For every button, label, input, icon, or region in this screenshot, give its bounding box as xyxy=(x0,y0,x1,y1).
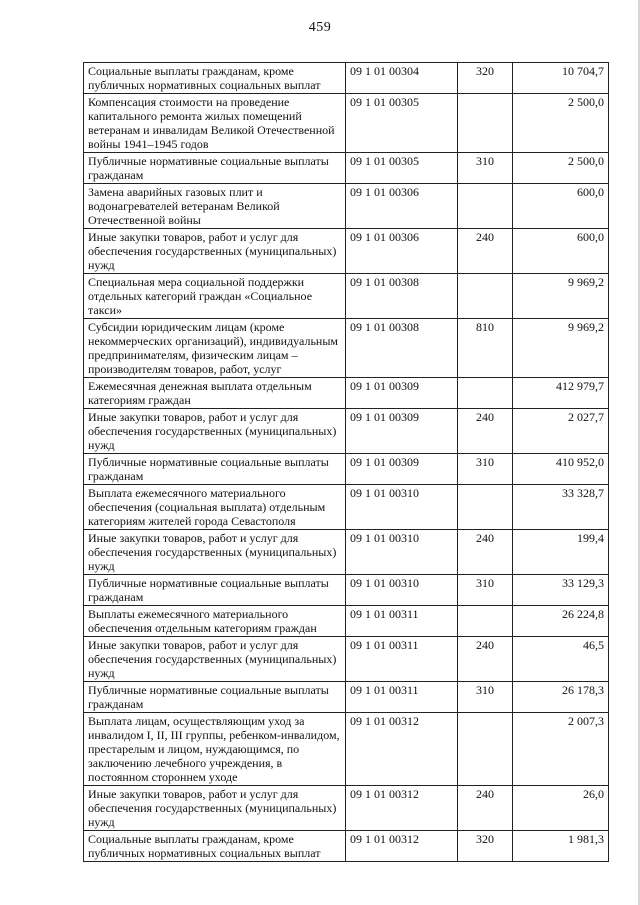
row-name-cell: Иные закупки товаров, работ и услуг для обеспечения государственных (муниципальных) нужд xyxy=(84,229,346,274)
row-type-cell: 310 xyxy=(458,153,513,184)
row-amount-cell: 2 007,3 xyxy=(513,713,609,786)
row-amount-cell: 26 224,8 xyxy=(513,606,609,637)
row-code-cell: 09 1 01 00312 xyxy=(346,713,458,786)
row-amount-cell: 600,0 xyxy=(513,229,609,274)
row-code-cell: 09 1 01 00311 xyxy=(346,682,458,713)
table-row xyxy=(84,409,609,454)
table-row xyxy=(84,94,609,153)
row-amount-cell: 1 981,3 xyxy=(513,831,609,862)
table-row xyxy=(84,274,609,319)
row-code-cell: 09 1 01 00310 xyxy=(346,575,458,606)
row-code-cell: 09 1 01 00309 xyxy=(346,454,458,485)
row-code-cell: 09 1 01 00309 xyxy=(346,378,458,409)
budget-table-body xyxy=(84,63,609,862)
row-amount-cell: 26,0 xyxy=(513,786,609,831)
table-row xyxy=(84,454,609,485)
row-type-cell: 240 xyxy=(458,637,513,682)
row-code-cell: 09 1 01 00308 xyxy=(346,319,458,378)
row-amount-cell: 9 969,2 xyxy=(513,274,609,319)
row-type-cell: 240 xyxy=(458,786,513,831)
row-name-cell: Социальные выплаты гражданам, кроме публичных нормативных социальных выплат xyxy=(84,63,346,94)
row-amount-cell: 33 328,7 xyxy=(513,485,609,530)
row-amount-cell: 199,4 xyxy=(513,530,609,575)
table-row xyxy=(84,319,609,378)
row-code-cell: 09 1 01 00306 xyxy=(346,229,458,274)
table-row xyxy=(84,229,609,274)
row-type-cell xyxy=(458,606,513,637)
row-code-cell: 09 1 01 00305 xyxy=(346,153,458,184)
row-amount-cell: 412 979,7 xyxy=(513,378,609,409)
row-name-cell: Замена аварийных газовых плит и водонагревателей ветеранам Великой Отечественной войны xyxy=(84,184,346,229)
row-code-cell: 09 1 01 00311 xyxy=(346,637,458,682)
row-type-cell: 310 xyxy=(458,575,513,606)
row-amount-cell: 46,5 xyxy=(513,637,609,682)
table-row xyxy=(84,713,609,786)
row-name-cell: Компенсация стоимости на проведение капитального ремонта жилых помещений ветеранам и инвалидам Великой Отечественной войны 1941–1945 годов xyxy=(84,94,346,153)
row-type-cell: 310 xyxy=(458,454,513,485)
table-row xyxy=(84,786,609,831)
row-code-cell: 09 1 01 00310 xyxy=(346,530,458,575)
table-row xyxy=(84,530,609,575)
budget-table xyxy=(83,62,609,862)
row-type-cell: 310 xyxy=(458,682,513,713)
row-type-cell xyxy=(458,184,513,229)
row-code-cell: 09 1 01 00308 xyxy=(346,274,458,319)
row-name-cell: Иные закупки товаров, работ и услуг для обеспечения государственных (муниципальных) нужд xyxy=(84,530,346,575)
page-number: 459 xyxy=(308,20,332,35)
row-type-cell xyxy=(458,485,513,530)
row-type-cell: 320 xyxy=(458,831,513,862)
row-code-cell: 09 1 01 00305 xyxy=(346,94,458,153)
row-amount-cell: 410 952,0 xyxy=(513,454,609,485)
row-name-cell: Иные закупки товаров, работ и услуг для обеспечения государственных (муниципальных) нужд xyxy=(84,637,346,682)
row-name-cell: Выплаты ежемесячного материального обеспечения отдельным категориям граждан xyxy=(84,606,346,637)
row-type-cell: 320 xyxy=(458,63,513,94)
table-row xyxy=(84,485,609,530)
row-name-cell: Публичные нормативные социальные выплаты гражданам xyxy=(84,682,346,713)
table-row xyxy=(84,682,609,713)
row-code-cell: 09 1 01 00312 xyxy=(346,831,458,862)
row-type-cell: 240 xyxy=(458,530,513,575)
row-type-cell: 240 xyxy=(458,409,513,454)
row-amount-cell: 33 129,3 xyxy=(513,575,609,606)
row-amount-cell: 600,0 xyxy=(513,184,609,229)
row-name-cell: Ежемесячная денежная выплата отдельным категориям граждан xyxy=(84,378,346,409)
row-name-cell: Публичные нормативные социальные выплаты гражданам xyxy=(84,575,346,606)
row-type-cell xyxy=(458,713,513,786)
row-amount-cell: 10 704,7 xyxy=(513,63,609,94)
row-name-cell: Иные закупки товаров, работ и услуг для обеспечения государственных (муниципальных) нужд xyxy=(84,786,346,831)
table-row xyxy=(84,637,609,682)
row-amount-cell: 9 969,2 xyxy=(513,319,609,378)
row-amount-cell: 2 500,0 xyxy=(513,94,609,153)
table-row xyxy=(84,831,609,862)
table-row xyxy=(84,606,609,637)
row-type-cell xyxy=(458,274,513,319)
row-type-cell: 810 xyxy=(458,319,513,378)
row-name-cell: Иные закупки товаров, работ и услуг для обеспечения государственных (муниципальных) нужд xyxy=(84,409,346,454)
table-row xyxy=(84,63,609,94)
table-row xyxy=(84,184,609,229)
row-type-cell xyxy=(458,94,513,153)
row-amount-cell: 2 500,0 xyxy=(513,153,609,184)
table-row xyxy=(84,378,609,409)
table-row xyxy=(84,153,609,184)
row-code-cell: 09 1 01 00304 xyxy=(346,63,458,94)
row-name-cell: Публичные нормативные социальные выплаты гражданам xyxy=(84,153,346,184)
row-name-cell: Субсидии юридическим лицам (кроме некоммерческих организаций), индивидуальным предпринимателям, физическим лицам – производителям товаров, работ, услуг xyxy=(84,319,346,378)
row-code-cell: 09 1 01 00312 xyxy=(346,786,458,831)
row-name-cell: Специальная мера социальной поддержки отдельных категорий граждан «Социальное такси» xyxy=(84,274,346,319)
row-code-cell: 09 1 01 00311 xyxy=(346,606,458,637)
row-name-cell: Выплата лицам, осуществляющим уход за инвалидом I, II, III группы, ребенком-инвалидом, престарелым и лицом, нуждающимся, по заключению лечебного учреждения, в постоянном стороннем уходе xyxy=(84,713,346,786)
row-name-cell: Выплата ежемесячного материального обеспечения (социальная выплата) отдельным категориям жителей города Севастополя xyxy=(84,485,346,530)
row-amount-cell: 26 178,3 xyxy=(513,682,609,713)
row-code-cell: 09 1 01 00310 xyxy=(346,485,458,530)
row-amount-cell: 2 027,7 xyxy=(513,409,609,454)
row-code-cell: 09 1 01 00309 xyxy=(346,409,458,454)
table-row xyxy=(84,575,609,606)
row-type-cell xyxy=(458,378,513,409)
row-name-cell: Публичные нормативные социальные выплаты гражданам xyxy=(84,454,346,485)
row-name-cell: Социальные выплаты гражданам, кроме публичных нормативных социальных выплат xyxy=(84,831,346,862)
row-type-cell: 240 xyxy=(458,229,513,274)
row-code-cell: 09 1 01 00306 xyxy=(346,184,458,229)
